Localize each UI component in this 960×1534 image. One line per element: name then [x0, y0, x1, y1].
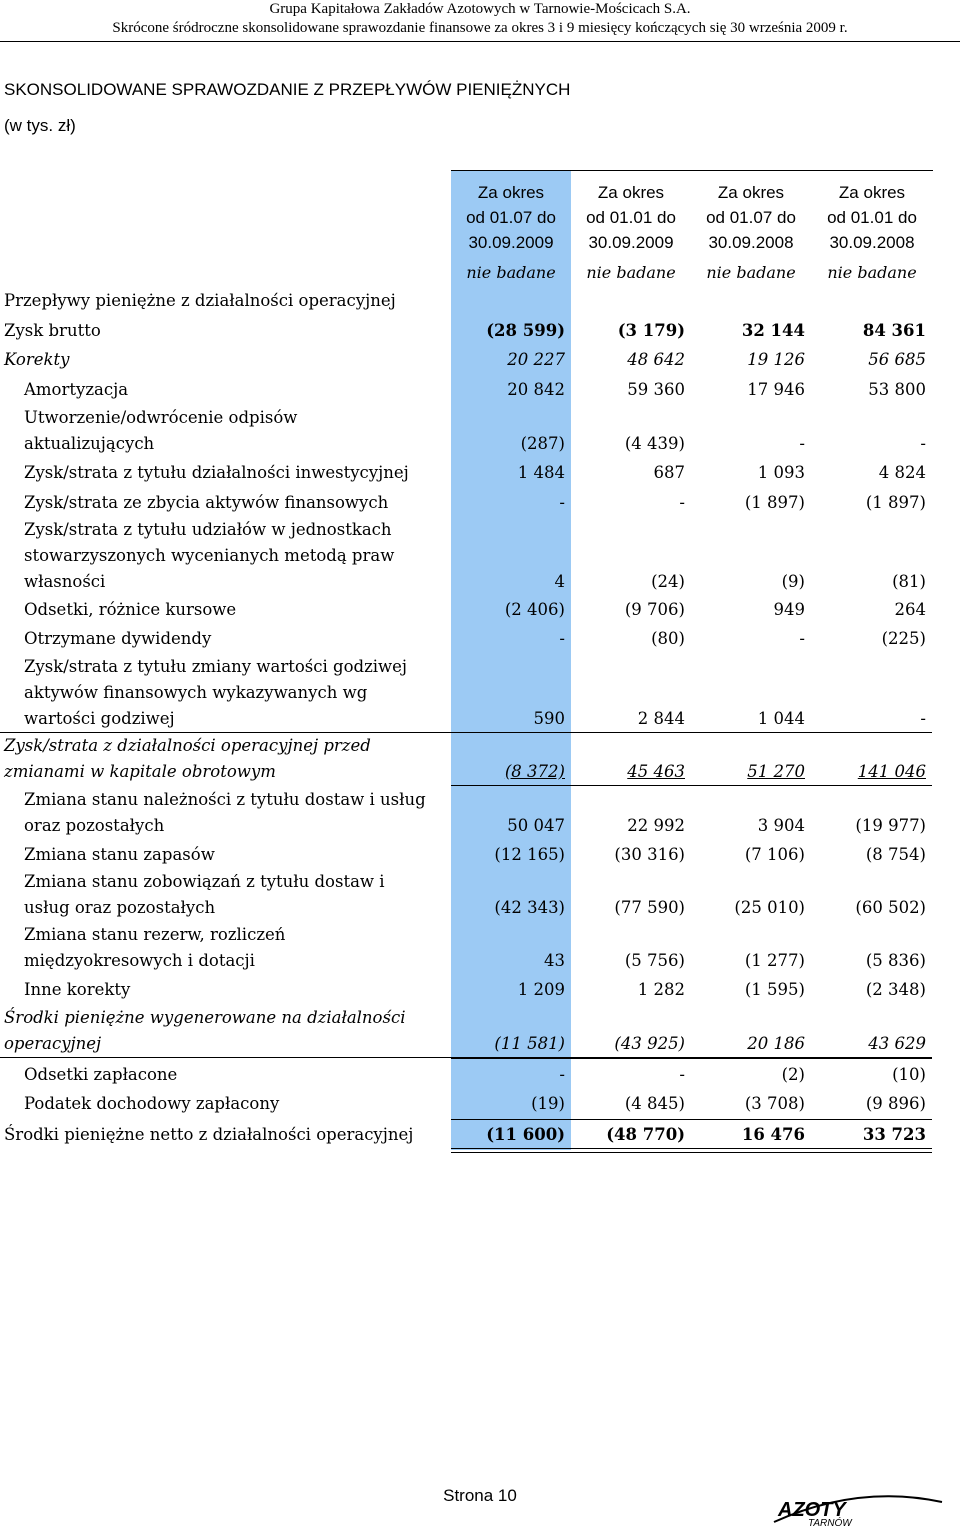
row-label: Zmiana stanu zobowiązań z tytułu dostaw i usług oraz pozostałych: [24, 872, 385, 917]
row-value: (2 406): [504, 600, 565, 619]
row-value: 20 186: [747, 1034, 805, 1053]
row-value: 59 360: [627, 380, 685, 399]
row-value: 1 282: [637, 980, 685, 999]
row-value: 32 144: [741, 321, 805, 340]
row-label: Amortyzacja: [24, 380, 129, 399]
row-value: (287): [520, 434, 565, 453]
row-value: (42 343): [494, 898, 565, 917]
row-value: -: [799, 629, 805, 648]
table-row: [0, 626, 932, 652]
row-value: (24): [651, 572, 685, 591]
row-value: 48 642: [627, 350, 685, 369]
row-label: Zmiana stanu rezerw, rozliczeń międzyokresowych i dotacji: [24, 925, 286, 970]
table-row: [0, 653, 932, 733]
row-value: 43: [544, 951, 565, 970]
row-label: Utworzenie/odwrócenie odpisów aktualizujących: [24, 408, 298, 453]
table-row: [0, 1091, 932, 1117]
audit-status: nie badane: [466, 263, 556, 282]
row-value: (11 581): [494, 1034, 565, 1053]
subtotal-rule: [451, 1058, 932, 1059]
row-value: (4 439): [624, 434, 685, 453]
table-row: [0, 1062, 932, 1088]
table-row: [0, 597, 932, 623]
table-row: [0, 318, 932, 344]
row-value: (2): [781, 1065, 805, 1084]
row-value: 4 824: [878, 463, 926, 482]
row-value: (48 770): [606, 1125, 685, 1144]
row-label: Inne korekty: [24, 980, 131, 999]
row-value: (4 845): [624, 1094, 685, 1113]
row-label: Podatek dochodowy zapłacony: [24, 1094, 280, 1113]
row-value: (3 179): [617, 321, 685, 340]
document-header-company: Grupa Kapitałowa Zakładów Azotowych w Tarnowie-Mościcach S.A.: [269, 1, 691, 17]
table-row: [0, 1005, 932, 1058]
row-value: 22 992: [627, 816, 685, 835]
table-row: [0, 787, 932, 839]
row-value: 43 629: [868, 1034, 926, 1053]
table-row: [0, 516, 932, 595]
row-value: 20 842: [507, 380, 565, 399]
row-label: Przepływy pieniężne z działalności operacyjnej: [4, 291, 396, 310]
row-value: (77 590): [614, 898, 685, 917]
row-value: (1 277): [744, 951, 805, 970]
table-row: [0, 405, 932, 457]
table-row: [0, 977, 932, 1003]
row-value: 50 047: [507, 816, 565, 835]
row-label: Zmiana stanu należności z tytułu dostaw i usług oraz pozostałych: [24, 790, 426, 835]
row-value: 4: [554, 572, 565, 591]
table-row: [0, 922, 932, 974]
row-value: 3 904: [757, 816, 805, 835]
header-rule: [0, 41, 960, 42]
row-value: 141 046: [857, 762, 926, 781]
row-label: Zysk brutto: [4, 321, 101, 340]
row-value: -: [559, 1065, 565, 1084]
subtotal-rule: [451, 1119, 932, 1120]
audit-status: nie badane: [706, 263, 796, 282]
row-label: Zysk/strata z działalności operacyjnej przed zmianami w kapitale obrotowym: [4, 736, 371, 781]
row-value: (225): [881, 629, 926, 648]
row-value: (25 010): [734, 898, 805, 917]
row-value: 53 800: [868, 380, 926, 399]
row-value: 56 685: [868, 350, 926, 369]
page-number: Strona 10: [443, 1486, 517, 1505]
row-value: 16 476: [741, 1125, 805, 1144]
row-value: 949: [773, 600, 805, 619]
row-value: 1 044: [757, 709, 805, 728]
row-value: (2 348): [865, 980, 926, 999]
row-value: 687: [653, 463, 685, 482]
row-value: -: [679, 493, 685, 512]
row-value: 51 270: [747, 762, 805, 781]
svg-text:AZOTY: AZOTY: [778, 1499, 846, 1521]
row-value: (81): [892, 572, 926, 591]
row-value: (28 599): [486, 321, 565, 340]
audit-status: nie badane: [827, 263, 917, 282]
row-value: -: [920, 434, 926, 453]
row-value: -: [559, 493, 565, 512]
row-label: Środki pieniężne netto z działalności operacyjnej: [4, 1125, 414, 1144]
column-header: Za okres od 01.07 do 30.09.2008: [706, 183, 796, 252]
statement-units: (w tys. zł): [4, 116, 76, 135]
row-label: Środki pieniężne wygenerowane na działalności operacyjnej: [4, 1008, 406, 1053]
row-value: (1 595): [744, 980, 805, 999]
row-value: (43 925): [614, 1034, 685, 1053]
row-value: (9 706): [624, 600, 685, 619]
row-value: 1 093: [757, 463, 805, 482]
row-label: Otrzymane dywidendy: [24, 629, 212, 648]
column-header: Za okres od 01.01 do 30.09.2009: [586, 183, 676, 252]
row-value: 84 361: [862, 321, 926, 340]
row-value: 590: [533, 709, 565, 728]
row-label: Zysk/strata z tytułu udziałów w jednostkach stowarzyszonych wycenianych metodą praw własności: [24, 520, 395, 591]
row-value: 19 126: [747, 350, 805, 369]
subtotal-rule: [451, 785, 932, 786]
row-label: Zmiana stanu zapasów: [24, 845, 215, 864]
row-value: (80): [651, 629, 685, 648]
row-value: 20 227: [507, 350, 565, 369]
row-value: (19): [531, 1094, 565, 1113]
row-label: Zysk/strata z tytułu zmiany wartości godziwej aktywów finansowych wykazywanych wg wartości godziwej: [24, 657, 408, 728]
document-header-subtitle: Skrócone śródroczne skonsolidowane sprawozdanie finansowe za okres 3 i 9 miesięcy kończących się 30 września 2009 r.: [112, 20, 848, 36]
subtotal-rule: [451, 732, 932, 733]
row-value: 17 946: [747, 380, 805, 399]
row-label: Zysk/strata ze zbycia aktywów finansowych: [24, 493, 389, 512]
row-value: (8 372): [504, 762, 565, 781]
svg-text:TARNÓW: TARNÓW: [808, 1518, 852, 1528]
row-value: -: [679, 1065, 685, 1084]
row-value: (11 600): [486, 1125, 565, 1144]
table-row: [0, 288, 932, 314]
table-row: [0, 347, 932, 373]
column-header-rule: [451, 170, 933, 171]
column-header: Za okres od 01.07 do 30.09.2009: [466, 183, 556, 252]
row-label: Korekty: [4, 350, 70, 369]
company-logo: [768, 1492, 948, 1528]
column-header: Za okres od 01.01 do 30.09.2008: [827, 183, 917, 252]
row-label: Odsetki, różnice kursowe: [24, 600, 237, 619]
row-value: (60 502): [855, 898, 926, 917]
table-row: [0, 490, 932, 516]
row-value: (5 836): [865, 951, 926, 970]
row-value: 1 484: [517, 463, 565, 482]
table-row: [0, 377, 932, 403]
statement-title: SKONSOLIDOWANE SPRAWOZDANIE Z PRZEPŁYWÓW PIENIĘŻNYCH: [4, 80, 571, 99]
row-value: (30 316): [614, 845, 685, 864]
row-value: (12 165): [494, 845, 565, 864]
row-value: 33 723: [862, 1125, 926, 1144]
row-value: -: [559, 629, 565, 648]
row-value: (9): [781, 572, 805, 591]
audit-status: nie badane: [586, 263, 676, 282]
row-value: (8 754): [865, 845, 926, 864]
table-row: [0, 1122, 932, 1148]
total-double-rule: [451, 1148, 932, 1153]
table-row: [0, 869, 932, 921]
row-value: 1 209: [517, 980, 565, 999]
row-value: (1 897): [865, 493, 926, 512]
row-value: 264: [894, 600, 926, 619]
row-value: 45 463: [627, 762, 685, 781]
table-row: [0, 842, 932, 868]
row-value: 2 844: [637, 709, 685, 728]
row-value: (19 977): [855, 816, 926, 835]
row-value: (1 897): [744, 493, 805, 512]
row-value: (10): [892, 1065, 926, 1084]
table-row: [0, 460, 932, 486]
row-label: Zysk/strata z tytułu działalności inwestycyjnej: [24, 463, 409, 482]
row-value: -: [920, 709, 926, 728]
row-value: (9 896): [865, 1094, 926, 1113]
row-label: Odsetki zapłacone: [24, 1065, 178, 1084]
row-value: (5 756): [624, 951, 685, 970]
row-value: (7 106): [744, 845, 805, 864]
row-value: (3 708): [744, 1094, 805, 1113]
row-value: -: [799, 434, 805, 453]
table-row: [0, 733, 932, 785]
